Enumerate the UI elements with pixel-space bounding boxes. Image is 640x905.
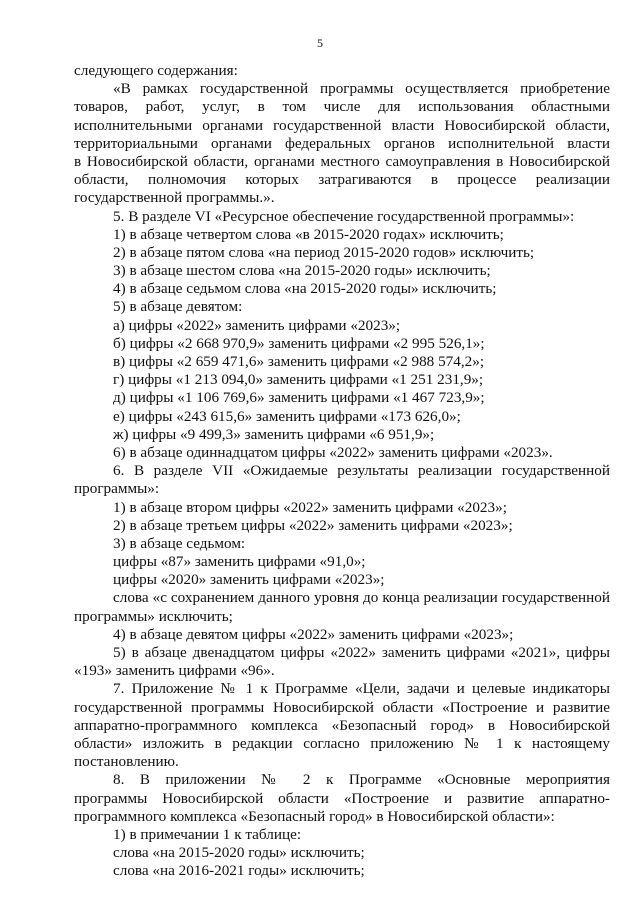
text-line: 4) в абзаце девятом цифры «2022» заменить цифрами «2023»; — [113, 625, 514, 643]
text-line: 8. В приложении № 2 к Программе «Основные мероприятия — [113, 771, 610, 789]
text-line: 5) в абзаце девятом: — [113, 298, 243, 316]
text-line: слова «на 2016-2021 годы» исключить; — [113, 862, 365, 880]
text-line: территориальными органами федеральных органов исполнительной власти — [74, 134, 610, 152]
text-line: д) цифры «1 106 769,6» заменить цифрами «1 467 723,9»; — [113, 389, 485, 407]
text-line: постановлению. — [74, 753, 179, 771]
text-line: товаров, работ, услуг, в том числе для использования областными — [74, 98, 610, 116]
text-line: 6. В разделе VII «Ожидаемые результаты реализации государственной — [113, 462, 610, 480]
text-line: области, полномочия которых затрагиваются в процессе реализации — [74, 171, 610, 189]
text-line: «193» заменить цифрами «96». — [74, 662, 275, 680]
document-body — [74, 62, 610, 880]
text-line: 5) в абзаце двенадцатом цифры «2022» заменить цифрами «2021», цифры — [113, 644, 610, 661]
text-line: 1) в абзаце втором цифры «2022» заменить цифрами «2023»; — [113, 498, 507, 516]
text-line: цифры «87» заменить цифрами «91,0»; — [113, 553, 366, 571]
text-line: в Новосибирской области, органами местного самоуправления в Новосибирской — [74, 152, 610, 170]
text-line: области» изложить в редакции согласно приложению № 1 к настоящему — [74, 734, 610, 752]
text-line: «В рамках государственной программы осуществляется приобретение — [113, 80, 610, 98]
text-line: программного комплекса «Безопасный город» в Новосибирской области»: — [74, 807, 555, 825]
page-number: 5 — [317, 36, 323, 50]
text-line: г) цифры «1 213 094,0» заменить цифрами «1 251 231,9»; — [113, 371, 484, 389]
text-line: 3) в абзаце седьмом: — [113, 534, 246, 552]
text-line: исполнительными органами государственной власти Новосибирской области, — [74, 116, 610, 134]
text-line: цифры «2020» заменить цифрами «2023»; — [113, 571, 385, 589]
text-line: б) цифры «2 668 970,9» заменить цифрами «2 995 526,1»; — [113, 334, 485, 352]
text-line: 7. Приложение № 1 к Программе «Цели, задачи и целевые индикаторы — [113, 680, 610, 698]
text-line: слова «на 2015-2020 годы» исключить; — [113, 844, 365, 862]
text-line: в) цифры «2 659 471,6» заменить цифрами «2 988 574,2»; — [113, 353, 485, 370]
text-line: ж) цифры «9 499,3» заменить цифрами «6 951,9»; — [113, 425, 435, 443]
text-line: 4) в абзаце седьмом слова «на 2015-2020 годы» исключить; — [113, 280, 497, 298]
text-line: 1) в примечании 1 к таблице: — [113, 825, 302, 843]
text-line: программы» исключить; — [74, 607, 233, 625]
text-line: программы»: — [74, 480, 160, 498]
text-line: а) цифры «2022» заменить цифрами «2023»; — [113, 316, 401, 334]
text-line: 5. В разделе VI «Ресурсное обеспечение государственной программы»: — [113, 207, 575, 225]
text-line: 3) в абзаце шестом слова «на 2015-2020 годы» исключить; — [113, 262, 491, 280]
text-line: 2) в абзаце пятом слова «на период 2015-2020 годов» исключить; — [113, 243, 535, 261]
text-line: слова «с сохранением данного уровня до конца реализации государственной — [113, 589, 610, 607]
text-line: 2) в абзаце третьем цифры «2022» заменить цифрами «2023»; — [113, 516, 513, 534]
text-line: 6) в абзаце одиннадцатом цифры «2022» заменить цифрами «2023». — [113, 443, 553, 461]
text-line: государственной программы.». — [74, 189, 275, 207]
text-line: программы Новосибирской области «Построение и развитие аппаратно- — [74, 789, 610, 807]
text-line: 1) в абзаце четвертом слова «в 2015-2020 годах» исключить; — [113, 225, 504, 243]
text-line: аппаратно-программного комплекса «Безопасный город» в Новосибирской — [74, 716, 610, 734]
text-line: следующего содержания: — [74, 62, 238, 79]
text-line: государственной программы Новосибирской области «Построение и развитие — [74, 698, 610, 716]
text-line: е) цифры «243 615,6» заменить цифрами «173 626,0»; — [113, 407, 461, 425]
